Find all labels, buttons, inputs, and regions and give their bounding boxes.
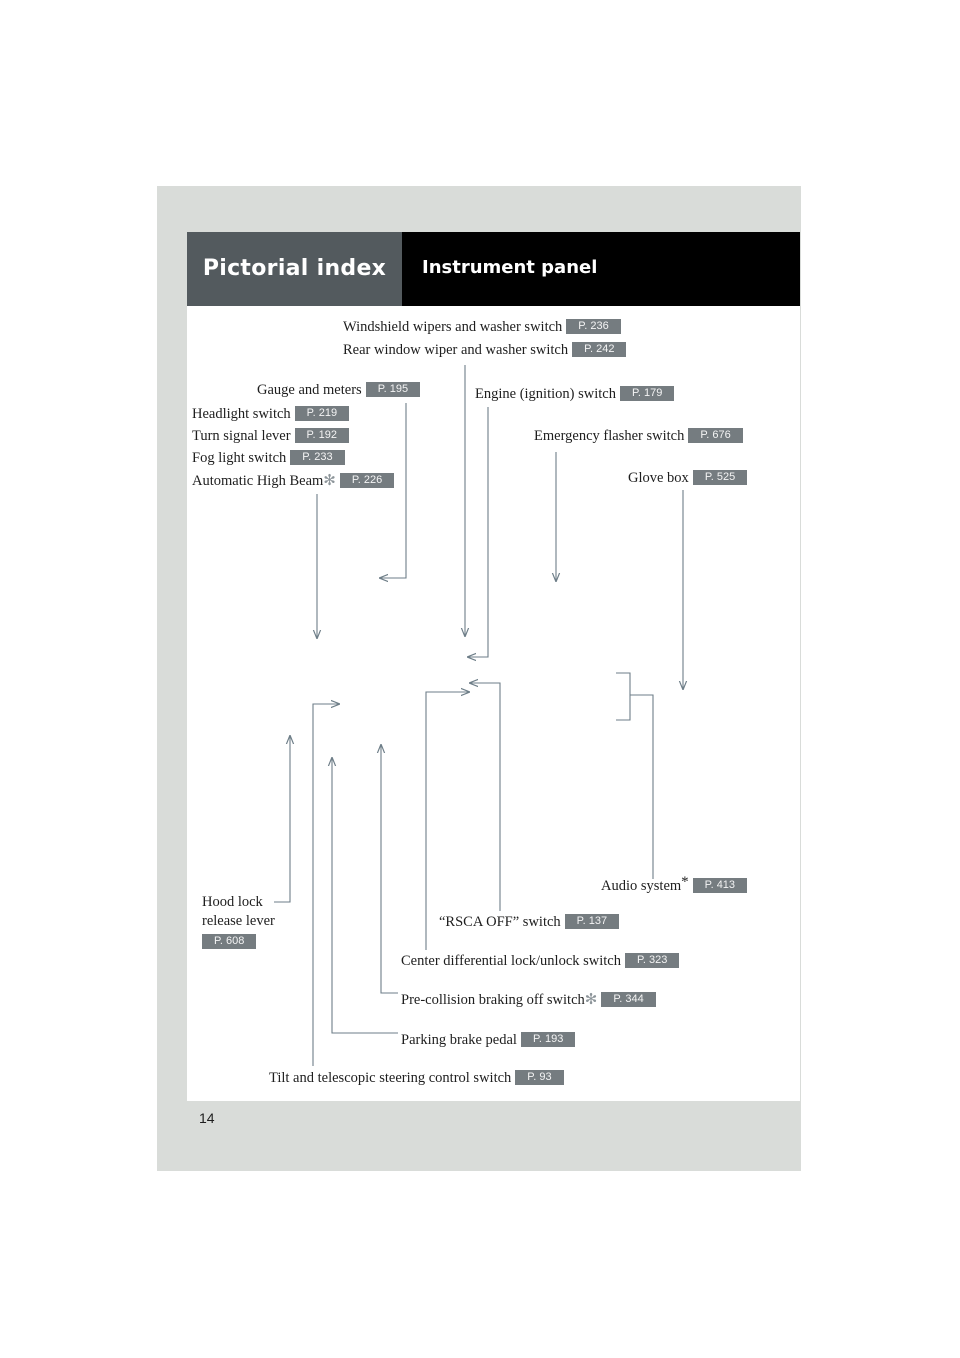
section-title: Pictorial index [187, 232, 402, 306]
page-ref-badge[interactable]: P. 233 [290, 450, 344, 465]
page-ref-badge[interactable]: P. 323 [625, 953, 679, 968]
leader-audio [630, 695, 653, 879]
leader-engine [468, 407, 488, 657]
page-ref-badge[interactable]: P. 236 [566, 319, 620, 334]
callout-automatic-high-beam: Automatic High Beam✻ P. 226 [192, 472, 394, 490]
callout-glove-box: Glove box P. 525 [628, 469, 747, 487]
callout-gauge-meters: Gauge and meters P. 195 [257, 381, 420, 399]
leader-rsca [470, 683, 500, 911]
option-asterisk-icon: ✻ [323, 473, 336, 489]
leader-audio-bracket [616, 673, 630, 720]
page-ref-badge[interactable]: P. 676 [688, 428, 742, 443]
page-title: Instrument panel [402, 232, 800, 306]
page-ref-badge[interactable]: P. 242 [572, 342, 626, 357]
callout-headlight-switch: Headlight switch P. 219 [192, 405, 349, 423]
page-ref-badge[interactable]: P. 192 [295, 428, 349, 443]
page-ref-badge[interactable]: P. 93 [515, 1070, 563, 1085]
callout-windshield-wipers: Windshield wipers and washer switch P. 236 [343, 318, 621, 336]
callout-center-differential: Center differential lock/unlock switch P. 323 [401, 952, 679, 970]
page-ref-badge[interactable]: P. 525 [693, 470, 747, 485]
page-ref-badge[interactable]: P. 195 [366, 382, 420, 397]
option-asterisk-icon: ✻ [584, 992, 598, 1008]
callout-rear-wiper: Rear window wiper and washer switch P. 242 [343, 341, 626, 359]
callout-fog-light: Fog light switch P. 233 [192, 449, 345, 467]
page-ref-badge[interactable]: P. 344 [601, 992, 655, 1007]
page-ref-badge[interactable]: P. 226 [340, 473, 394, 488]
callout-parking-brake: Parking brake pedal P. 193 [401, 1031, 575, 1049]
page-ref-badge[interactable]: P. 608 [202, 934, 256, 949]
page-ref-badge[interactable]: P. 219 [295, 406, 349, 421]
page-ref-badge[interactable]: P. 137 [565, 914, 619, 929]
page-ref-badge[interactable]: P. 179 [620, 386, 674, 401]
callout-turn-signal: Turn signal lever P. 192 [192, 427, 349, 445]
callout-rsca-off-switch: “RSCA OFF” switch P. 137 [439, 913, 619, 931]
callout-emergency-flasher: Emergency flasher switch P. 676 [534, 427, 743, 445]
leader-parking-brake [332, 758, 398, 1033]
leader-pre-collision [381, 745, 398, 993]
callout-hood-lock: Hood lock release lever P. 608 [202, 894, 275, 947]
page-number: 14 [199, 1110, 215, 1126]
callout-audio-system: Audio system* P. 413 [601, 877, 747, 895]
callout-tilt-telescopic: Tilt and telescopic steering control switch P. 93 [269, 1069, 564, 1087]
page-ref-badge[interactable]: P. 413 [693, 878, 747, 893]
page-ref-badge[interactable]: P. 193 [521, 1032, 575, 1047]
option-asterisk-icon: * [681, 874, 689, 890]
leader-hood [274, 736, 290, 902]
leader-center-diff [426, 692, 469, 950]
leader-gauge [380, 403, 406, 578]
callout-pre-collision: Pre-collision braking off switch✻ P. 344 [401, 991, 656, 1009]
leader-tilt [313, 704, 339, 1066]
callout-engine-switch: Engine (ignition) switch P. 179 [475, 385, 674, 403]
